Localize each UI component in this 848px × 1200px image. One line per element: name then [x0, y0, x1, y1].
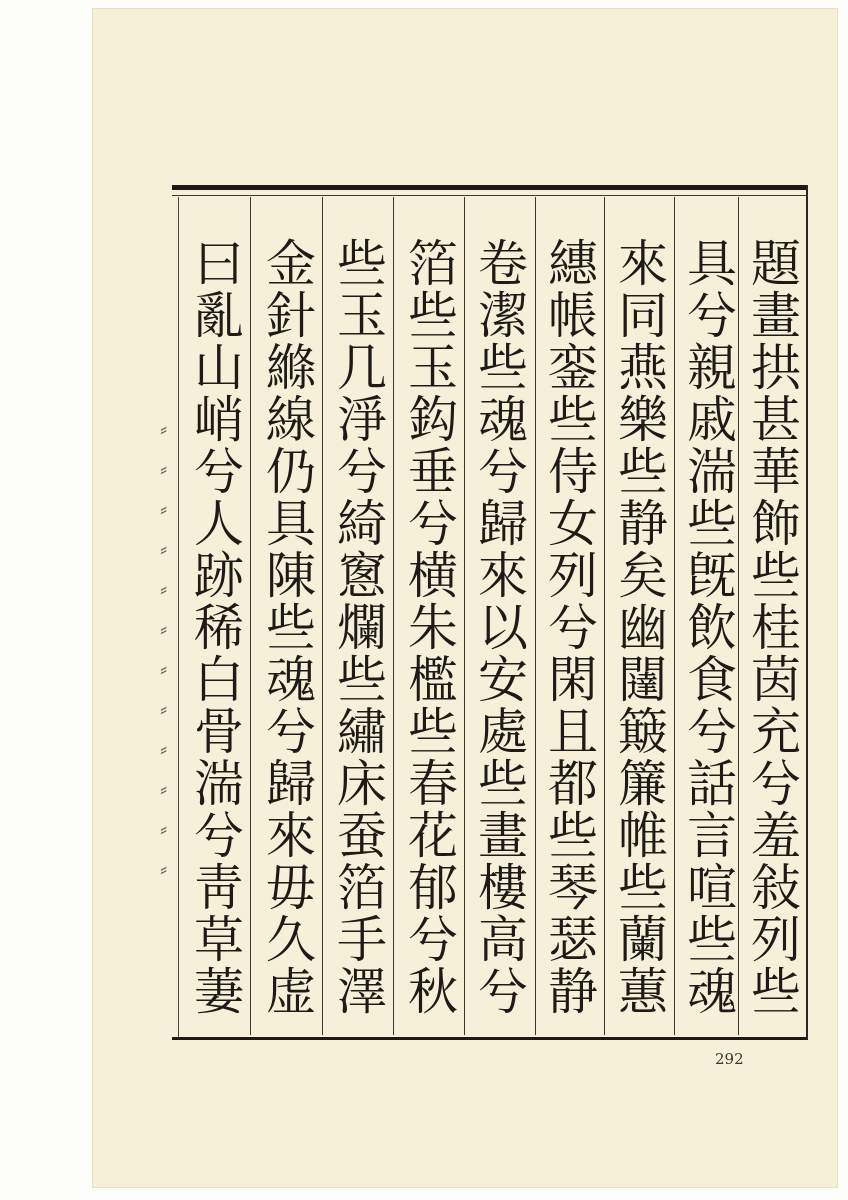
margin-mark: ⸗ [160, 777, 168, 802]
margin-mark: ⸗ [160, 657, 168, 682]
text-column-3: 來同燕樂些静矣幽闥簸簾帷些蘭蕙 [610, 237, 668, 1017]
text-block [172, 185, 808, 1040]
right-border-rule [806, 185, 808, 1040]
margin-mark: ⸗ [160, 617, 168, 642]
column-divider [604, 197, 605, 1035]
text-column-2: 具兮親戚湍些旣飲食兮話言喧些魂 [679, 237, 737, 1017]
text-column-4: 繐帳銮些侍女列兮閑且都些琴瑟静 [540, 237, 598, 1017]
column-divider [393, 197, 394, 1035]
top-border-rule [172, 185, 808, 190]
bottom-border-rule [172, 1037, 808, 1040]
margin-mark: ⸗ [160, 497, 168, 522]
margin-mark: ⸗ [160, 697, 168, 722]
top-inner-rule [172, 195, 808, 196]
page-number: 292 [715, 1050, 744, 1068]
text-column-7: 些玉几淨兮綺窻爛些繡床蚕箔手澤 [329, 237, 387, 1017]
text-column-9: 曰亂山峭兮人跡稀白骨湍兮靑草萋 [186, 237, 244, 1017]
margin-mark: ⸗ [160, 417, 168, 442]
margin-mark: ⸗ [160, 737, 168, 762]
margin-mark: ⸗ [160, 457, 168, 482]
left-border-rule [178, 197, 179, 1037]
column-divider [250, 197, 251, 1035]
margin-mark: ⸗ [160, 857, 168, 882]
column-divider [464, 197, 465, 1035]
text-column-8: 金針縧線仍具陳些魂兮歸來毋久虚 [258, 237, 316, 1017]
column-divider [322, 197, 323, 1035]
margin-mark: ⸗ [160, 817, 168, 842]
text-column-5: 卷潔些魂兮歸來以安處些畫樓高兮 [470, 237, 528, 1017]
margin-mark: ⸗ [160, 577, 168, 602]
margin-mark: ⸗ [160, 537, 168, 562]
text-column-6: 箔些玉鈎垂兮横朱檻些春花郁兮秋 [400, 237, 458, 1017]
text-column-1: 題畫拱甚華飾些桂茵充兮羞敍列些 [743, 237, 801, 1017]
